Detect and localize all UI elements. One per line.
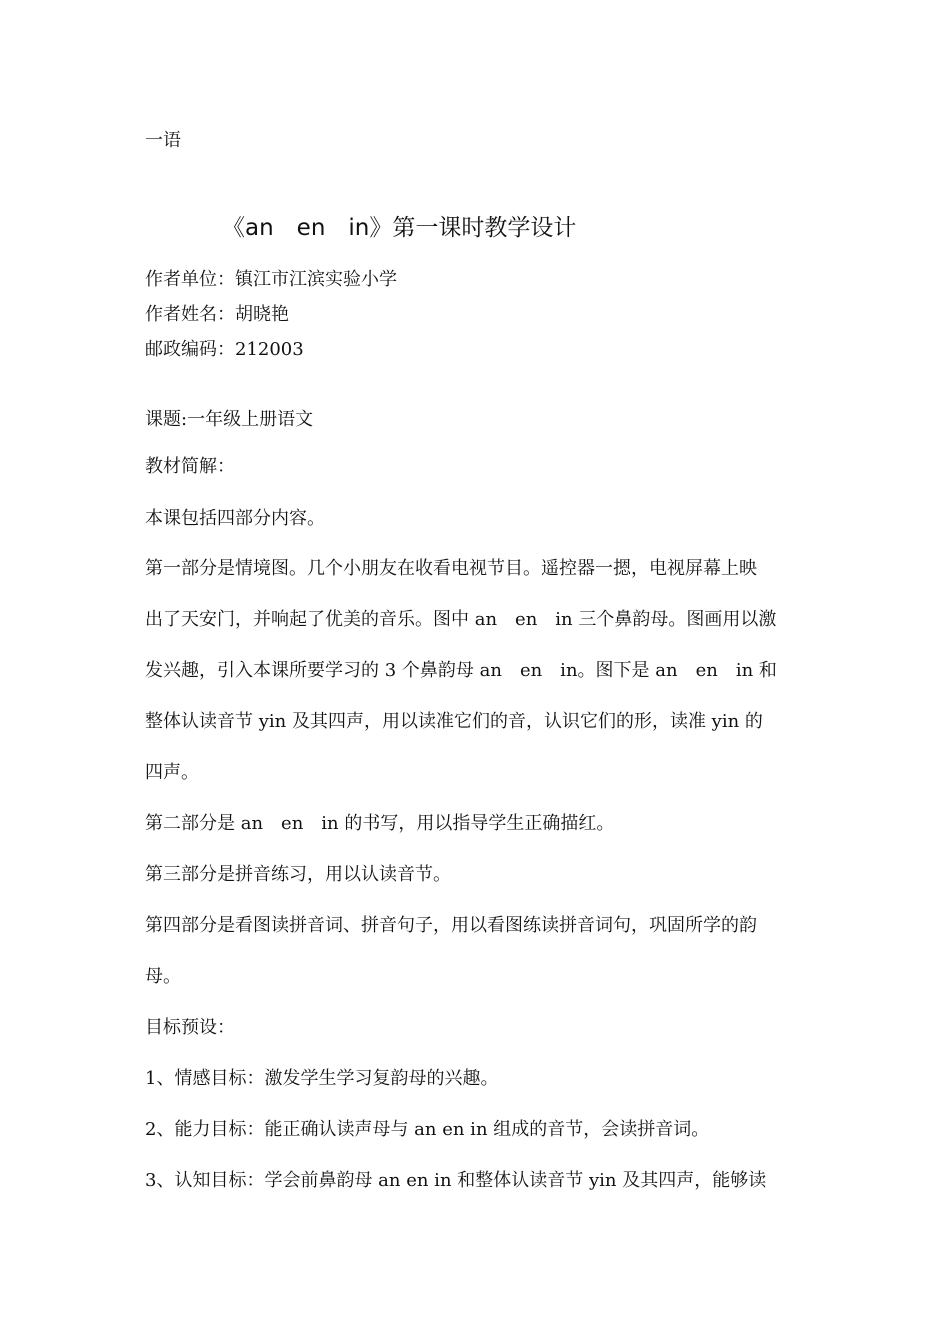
goals-heading: 目标预设：	[145, 1017, 235, 1038]
page-title: 《an en in》第一课时教学设计	[222, 215, 577, 241]
material-heading: 教材简解：	[145, 456, 235, 477]
paragraph-1-line: 整体认读音节 yin 及其四声，用以读准它们的音，认识它们的形，读准 yin 的	[145, 711, 763, 732]
intro-line: 本课包括四部分内容。	[145, 508, 325, 529]
goal-item: 2、能力目标：能正确认读声母与 an en in 组成的音节，会读拼音词。	[145, 1119, 710, 1140]
paragraph-4-line: 第四部分是看图读拼音词、拼音句子，用以看图练读拼音词句，巩固所学的韵	[145, 915, 757, 936]
goal-item: 3、认知目标：学会前鼻韵母 an en in 和整体认读音节 yin 及其四声，能够读	[145, 1170, 767, 1191]
paragraph-1-line: 出了天安门，并响起了优美的音乐。图中 an en in 三个鼻韵母。图画用以激	[145, 609, 777, 630]
paragraph-3: 第三部分是拼音练习，用以认读音节。	[145, 864, 451, 885]
author-unit: 作者单位：镇江市江滨实验小学	[145, 269, 397, 290]
header-label: 一语	[145, 130, 181, 151]
paragraph-2: 第二部分是 an en in 的书写，用以指导学生正确描红。	[145, 813, 615, 834]
author-postcode: 邮政编码：212003	[145, 339, 304, 360]
paragraph-4-line: 母。	[145, 966, 181, 987]
author-name: 作者姓名：胡晓艳	[145, 304, 289, 325]
paragraph-1-line: 发兴趣，引入本课所要学习的 3 个鼻韵母 an en in。图下是 an en in 和	[145, 660, 777, 681]
paragraph-1-line: 四声。	[145, 762, 199, 783]
topic-line: 课题:一年级上册语文	[145, 409, 314, 430]
goal-item: 1、情感目标：激发学生学习复韵母的兴趣。	[145, 1068, 499, 1089]
paragraph-1-line: 第一部分是情境图。几个小朋友在收看电视节目。遥控器一摁，电视屏幕上映	[145, 558, 757, 579]
